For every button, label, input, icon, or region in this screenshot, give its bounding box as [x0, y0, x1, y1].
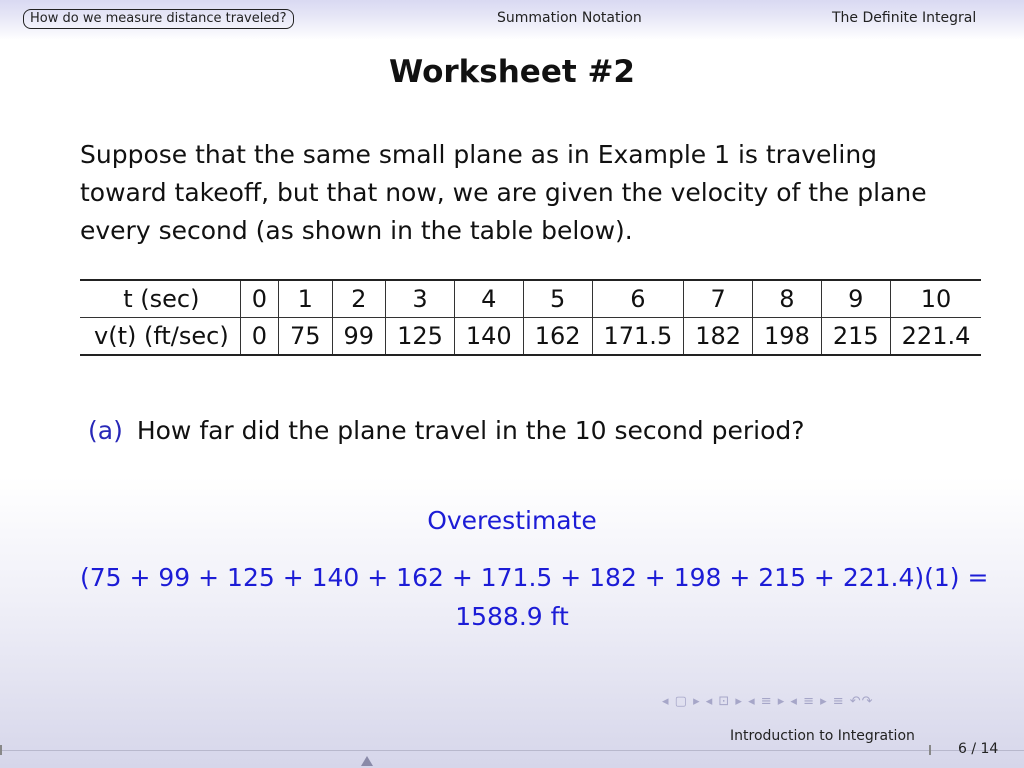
time-cell: 7 — [684, 280, 753, 318]
question-part-a — [88, 416, 805, 445]
nav-section-distance-traveled[interactable]: How do we measure distance traveled? — [23, 9, 294, 29]
time-cell: 5 — [523, 280, 592, 318]
velocity-cell: 198 — [753, 318, 822, 356]
intro-paragraph: Suppose that the same small plane as in Example 1 is traveling toward takeoff, but that now, we are given the velocity of the plane every second (as shown in the table below). — [80, 140, 927, 245]
velocity-table — [80, 279, 981, 356]
time-cell: 1 — [278, 280, 332, 318]
time-cell: 9 — [821, 280, 890, 318]
velocity-row-label: v(t) (ft/sec) — [80, 318, 240, 356]
time-row — [80, 280, 981, 318]
time-cell: 10 — [890, 280, 981, 318]
overestimate-result: 1588.9 ft — [455, 602, 569, 631]
time-cell: 6 — [592, 280, 684, 318]
page-number: 6 / 14 — [958, 741, 999, 757]
overestimate-heading: Overestimate — [427, 506, 597, 535]
velocity-cell: 162 — [523, 318, 592, 356]
overestimate-expression: (75 + 99 + 125 + 140 + 162 + 171.5 + 182 + 198 + 215 + 221.4)(1) = — [80, 563, 989, 592]
velocity-cell: 171.5 — [592, 318, 684, 356]
velocity-cell: 215 — [821, 318, 890, 356]
velocity-cell: 0 — [240, 318, 278, 356]
velocity-cell: 75 — [278, 318, 332, 356]
velocity-table-container — [80, 279, 1024, 361]
velocity-cell: 140 — [454, 318, 523, 356]
time-cell: 2 — [332, 280, 386, 318]
part-a-label: (a) — [88, 416, 123, 445]
time-cell: 8 — [753, 280, 822, 318]
time-row-label: t (sec) — [123, 285, 200, 313]
velocity-row — [80, 318, 981, 356]
time-cell: 0 — [240, 280, 278, 318]
velocity-cell: 182 — [684, 318, 753, 356]
footer-right-tick — [929, 745, 931, 755]
nav-section-summation-notation[interactable]: Summation Notation — [497, 10, 642, 26]
header-navigation-bar — [0, 0, 1024, 40]
time-cell: 4 — [454, 280, 523, 318]
velocity-cell: 221.4 — [890, 318, 981, 356]
slide-title: Worksheet #2 — [388, 54, 636, 90]
footer-left-tick — [0, 745, 2, 755]
footer-progress-line — [0, 750, 1024, 751]
nav-section-definite-integral[interactable]: The Definite Integral — [832, 10, 977, 26]
part-a-question: How far did the plane travel in the 10 second period? — [136, 416, 805, 445]
footer-position-marker-icon — [361, 756, 373, 766]
velocity-cell: 125 — [386, 318, 455, 356]
velocity-cell: 99 — [332, 318, 386, 356]
footer-title: Introduction to Integration — [730, 728, 915, 744]
time-cell: 3 — [386, 280, 455, 318]
beamer-navigation-icons[interactable]: ◂ ▢ ▸ ◂ ⊡ ▸ ◂ ≡ ▸ ◂ ≡ ▸ ≡ ↶↷ — [662, 694, 874, 709]
